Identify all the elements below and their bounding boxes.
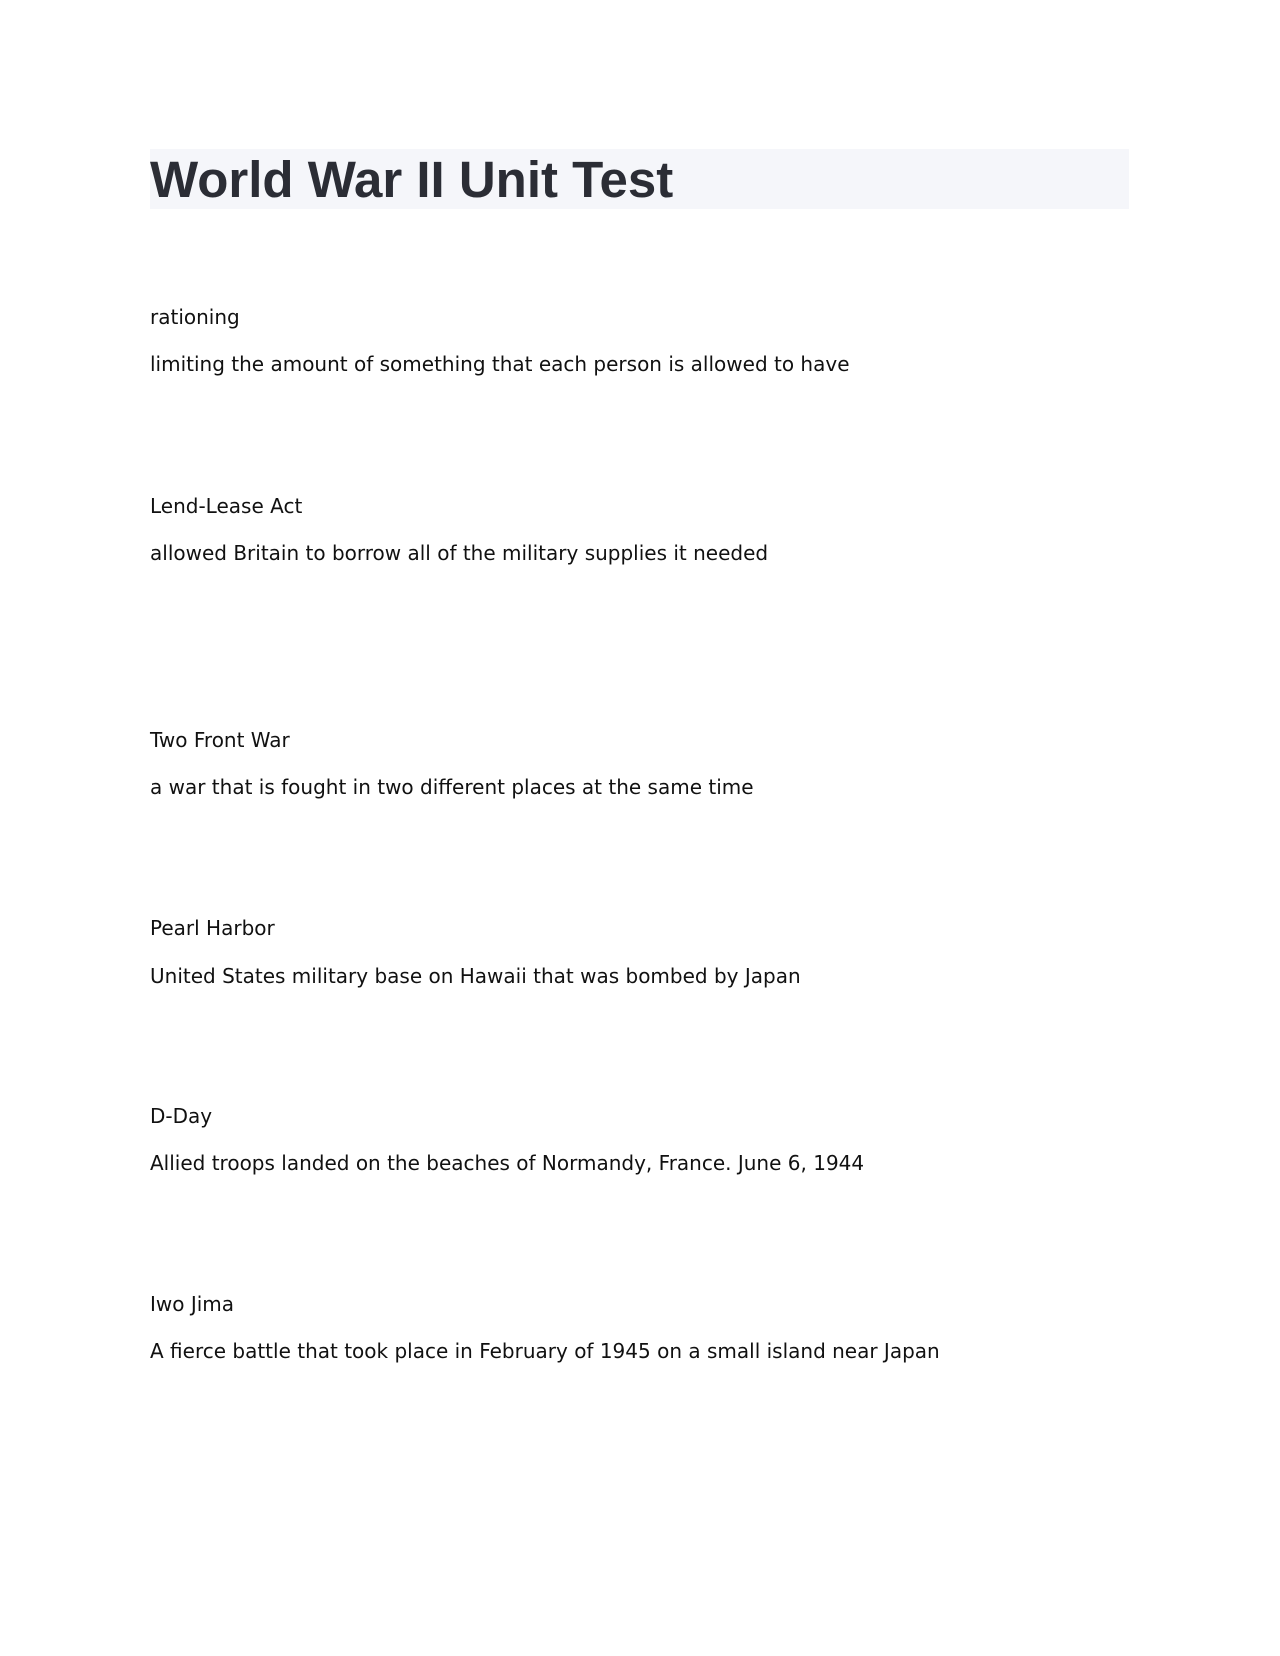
term-d-day: D-Day — [150, 1104, 213, 1128]
definition-lend-lease-act: allowed Britain to borrow all of the military supplies it needed — [150, 541, 769, 565]
term-rationing: rationing — [150, 305, 240, 329]
definition-pearl-harbor: United States military base on Hawaii that was bombed by Japan — [150, 964, 801, 988]
definition-two-front-war: a war that is fought in two different places at the same time — [150, 775, 754, 799]
term-pearl-harbor: Pearl Harbor — [150, 916, 275, 940]
term-iwo-jima: Iwo Jima — [150, 1292, 235, 1316]
definition-rationing: limiting the amount of something that each person is allowed to have — [150, 352, 850, 376]
term-two-front-war: Two Front War — [150, 728, 290, 752]
page-title: World War II Unit Test — [150, 151, 674, 208]
definition-iwo-jima: A fierce battle that took place in February of 1945 on a small island near Japan — [150, 1339, 940, 1363]
definition-d-day: Allied troops landed on the beaches of Normandy, France. June 6, 1944 — [150, 1151, 865, 1175]
term-lend-lease-act: Lend-Lease Act — [150, 494, 303, 518]
